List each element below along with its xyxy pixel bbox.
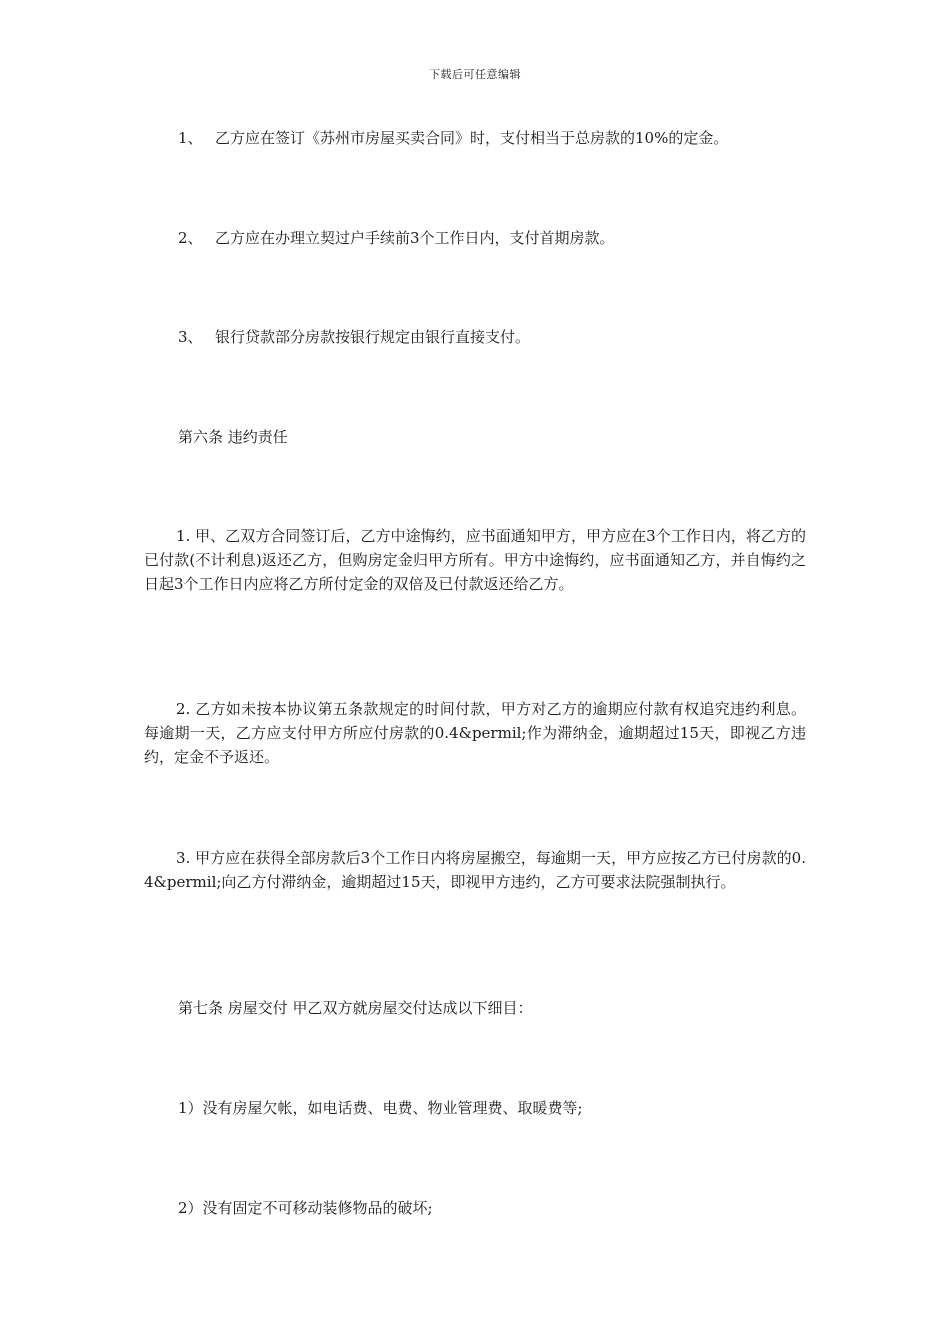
article-7-title: 第七条 房屋交付 甲乙双方就房屋交付达成以下细目：: [178, 999, 533, 1017]
payment-item: [178, 325, 530, 349]
article-6-clause-2: 2. 乙方如未按本协议第五条款规定的时间付款，甲方对乙方的逾期应付款有权追究违约利息。每逾期一天，乙方应支付甲方所应付房款的0.4&permil;作为滞纳金，逾期超过15天，即视乙方违约，定金不予返还。: [144, 700, 806, 766]
payment-item-number: 2、: [178, 229, 203, 247]
payment-item-text: 乙方应在签订《苏州市房屋买卖合同》时，支付相当于总房款的10%的定金。: [215, 129, 729, 147]
payment-item: [178, 226, 615, 250]
article-7-item: 2）没有固定不可移动装修物品的破坏;: [178, 1199, 433, 1217]
payment-item-text: 乙方应在办理立契过户手续前3个工作日内，支付首期房款。: [215, 229, 615, 247]
article-6-title: 第六条 违约责任: [178, 428, 288, 446]
payment-item: [178, 126, 728, 150]
article-6-clause-3: 3. 甲方应在获得全部房款后3个工作日内将房屋搬空，每逾期一天，甲方应按乙方已付房款的0.4&permil;向乙方付滞纳金，逾期超过15天，即视甲方违约，乙方可要求法院强制执行。: [144, 849, 806, 891]
payment-item-number: 1、: [178, 129, 203, 147]
payment-item-text: 银行贷款部分房款按银行规定由银行直接支付。: [215, 328, 531, 346]
header-note: 下载后可任意编辑: [429, 68, 521, 81]
article-6-clause-1: 1. 甲、乙双方合同签订后，乙方中途悔约，应书面通知甲方，甲方应在3个工作日内，将乙方的已付款(不计利息)返还乙方，但购房定金归甲方所有。甲方中途悔约，应书面通知乙方，并自悔约之日起3个工作日内应将乙方所付定金的双倍及已付款返还给乙方。: [144, 527, 806, 593]
article-7-item: 1）没有房屋欠帐，如电话费、电费、物业管理费、取暖费等;: [178, 1099, 583, 1117]
payment-item-number: 3、: [178, 328, 203, 346]
